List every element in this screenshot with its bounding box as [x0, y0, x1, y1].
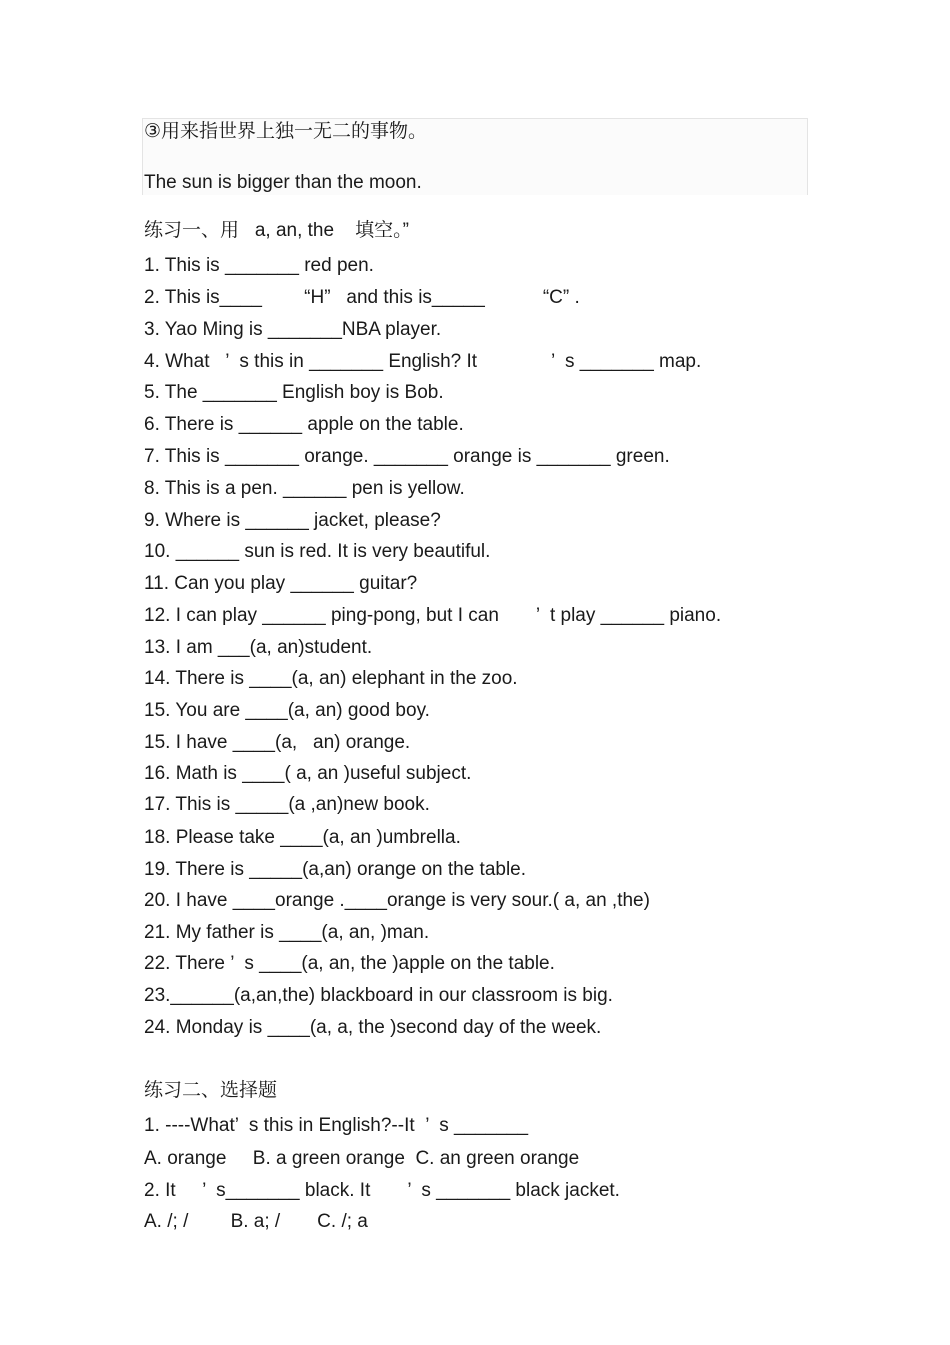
- exercise1-item: 15. You are ____(a, an) good boy.: [144, 700, 430, 721]
- exercise1-item: 19. There is _____(a,an) orange on the table.: [144, 859, 527, 880]
- rule-text: ③用来指世界上独一无二的事物。: [144, 121, 428, 142]
- exercise1-item: 17. This is _____(a ,an)new book.: [144, 794, 430, 815]
- exercise2-title: 练习二、选择题: [144, 1080, 278, 1101]
- exercise1-item: 7. This is _______ orange. _______ orange is _______ green.: [144, 446, 670, 467]
- exercise1-item: 8. This is a pen. ______ pen is yellow.: [144, 478, 465, 499]
- rule-example: The sun is bigger than the moon.: [144, 172, 422, 193]
- exercise1-item: 21. My father is ____(a, an, )man.: [144, 922, 430, 943]
- exercise2-options: A. orange B. a green orange C. an green orange: [144, 1148, 580, 1169]
- exercise2-options: A. /; / B. a; / C. /; a: [144, 1211, 368, 1232]
- exercise2-question: 1. ----What’ s this in English?--It ’ s _______: [144, 1115, 529, 1136]
- exercise1-item: 18. Please take ____(a, an )umbrella.: [144, 827, 461, 848]
- exercise1-item: 9. Where is ______ jacket, please?: [144, 510, 441, 531]
- exercise1-item: 4. What ’ s this in _______ English? It ’ s _______ map.: [144, 351, 702, 372]
- exercise2-question: 2. It ’ s_______ black. It ’ s _______ black jacket.: [144, 1180, 620, 1201]
- exercise1-item: 5. The _______ English boy is Bob.: [144, 382, 444, 403]
- exercise1-item: 1. This is _______ red pen.: [144, 255, 374, 276]
- exercise1-item: 22. There ’ s ____(a, an, the )apple on the table.: [144, 953, 555, 974]
- exercise1-item: 16. Math is ____( a, an )useful subject.: [144, 763, 472, 784]
- exercise1-item: 24. Monday is ____(a, a, the )second day of the week.: [144, 1017, 602, 1038]
- exercise1-item: 20. I have ____orange .____orange is very sour.( a, an ,the): [144, 890, 650, 911]
- exercise1-item: 10. ______ sun is red. It is very beautiful.: [144, 541, 491, 562]
- exercise1-item: 14. There is ____(a, an) elephant in the zoo.: [144, 668, 518, 689]
- exercise1-title: 练习一、用 a, an, the 填空。”: [144, 220, 410, 241]
- exercise1-item: 11. Can you play ______ guitar?: [144, 573, 418, 594]
- exercise1-item: 15. I have ____(a, an) orange.: [144, 732, 411, 753]
- exercise1-item: 2. This is____ “H” and this is_____ “C” .: [144, 287, 580, 308]
- exercise1-item: 23.______(a,an,the) blackboard in our classroom is big.: [144, 985, 613, 1006]
- exercise1-item: 12. I can play ______ ping-pong, but I can ’ t play ______ piano.: [144, 605, 722, 626]
- exercise1-item: 13. I am ___(a, an)student.: [144, 637, 373, 658]
- exercise1-item: 3. Yao Ming is _______NBA player.: [144, 319, 442, 340]
- exercise1-item: 6. There is ______ apple on the table.: [144, 414, 464, 435]
